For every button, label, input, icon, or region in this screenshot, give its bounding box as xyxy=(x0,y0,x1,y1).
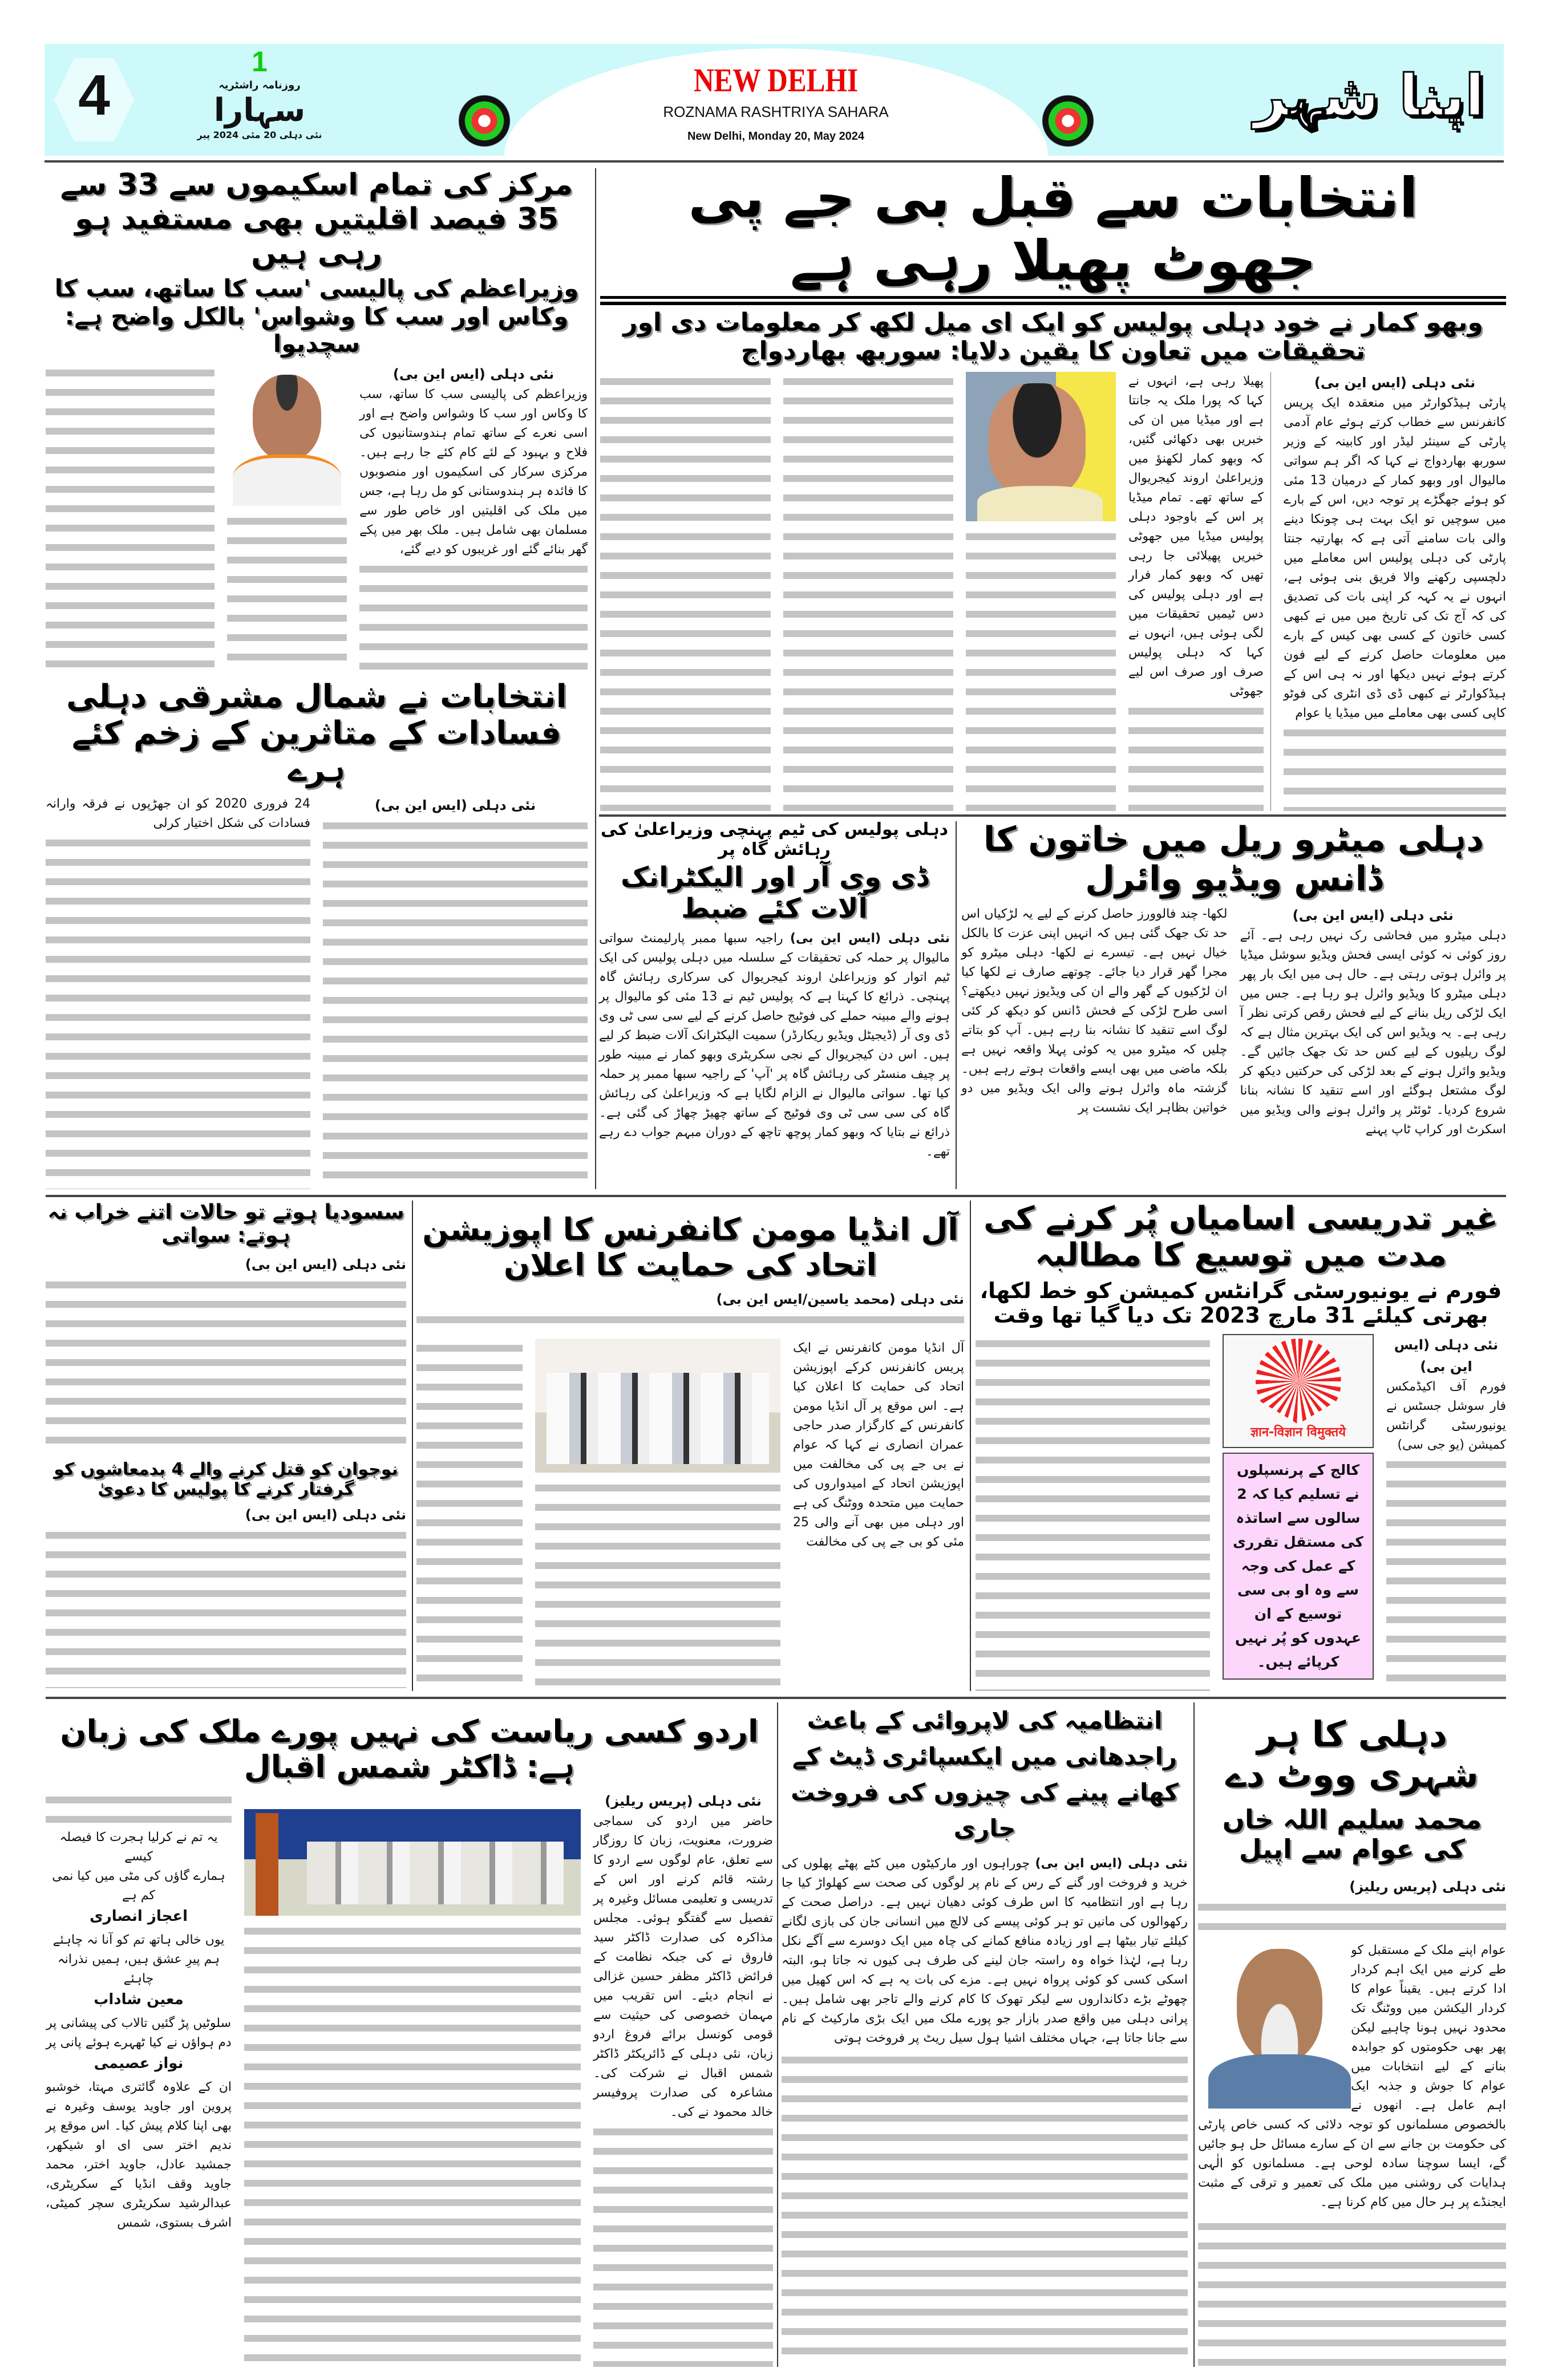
section-title: اپنا شہر xyxy=(1253,62,1485,129)
text-lines xyxy=(46,1526,406,1688)
police-story xyxy=(599,820,950,1191)
metro-headline: دہلی میٹرو ریل میں خاتون کا ڈانس ویڈیو وائرل xyxy=(983,820,1484,899)
section-rule xyxy=(46,1195,1506,1197)
text-lines xyxy=(600,372,771,811)
swati-headline: سسودیا ہوتے تو حالات اتنے خراب نہ ہوتے: سواتی xyxy=(47,1201,404,1248)
text-lines xyxy=(46,1790,232,1824)
column-divider xyxy=(595,168,596,1189)
poem-line: ہم پیرِ عشق ہیں، ہمیں نذرانہ چاہئے xyxy=(57,1952,220,1986)
seminar-photo xyxy=(244,1790,581,1916)
riots-dateline: نئی دہلی (ایس این بی) xyxy=(374,797,536,814)
ugc-logo-motto: ज्ञान-विज्ञान विमुक्तये xyxy=(1250,1425,1346,1440)
poem xyxy=(46,1828,232,1927)
metro-paragraph: لکھا- چند فالوورز حاصل کرنے کے لیے یہ لڑکیاں اس حد تک جھک گئی ہیں کہ انہیں اپنی عزت کا بالکل خیال نہیں ہے۔ تیسرے نے لکھا- دہلی میٹرو کو مجرا گھر قرار دیا جائے۔ چوتھے صارف نے لکھا کیا ان لڑکیوں کے گھر والے ان کی ویڈیوز نہیں دیکھتے؟ اسی طرح لڑکی کے فحش ڈانس کو دیکھ کر کئی لوگ اسے تنقید کا نشانہ بنا رہے ہیں۔ آپ کو بتاتے چلیں کہ میٹرو میں یہ کوئی پہلا واقعہ نہیں ہے بلکہ ماضی میں بھی ایسے واقعات ہوتے رہے ہیں۔ گزشتہ ماہ وائرل ہونے والی ایک ویڈیو میں دو خواتین بظاہر ایک نشست پر xyxy=(961,907,1228,1115)
column-divider xyxy=(777,1702,778,2367)
main-paragraph: پارٹی ہیڈکوارٹر میں منعقدہ ایک پریس کانفرنس سے خطاب کرتے ہوئے عام آدمی پارٹی کے سینئر لیڈر اور کابینہ کے وزیر سوربھ بھاردواج نے کہا کہ اگر ہم سواتی مالیوال اور وبھو کمار کے درمیان 13 مئی کو ہوئے جھگڑے پر توجہ دیں، اس کے بارے میں سوچیں تو ایک بہت ہی چونکا دینے والی بات سامنے آتی ہے کہ بھارتیہ جنتا پارٹی کی دہلی پولیس اس معاملے میں دلچسپی رکھنے والا فریق بنی ہوئی ہے، انہوں نے یہ کہہ کر اپنی بات کی تصدیق کی کہ آج تک کی تاریخ میں میں نے کبھی کسی خاتون کے کسی بھی کیس کے بارے میں معلومات حاصل کرنے کے لیے فون کرتے ہوئے نہیں دیکھا اور نہ ہی اس کے ہیڈکوارٹر نے کبھی ڈی ڈی انٹری کی فوٹو کاپی کسی بھی معاملے میں میڈیا یا عوام xyxy=(1284,395,1506,720)
murder-headline: نوجوان کو قتل کرنے والے 4 بدمعاشوں کو گرفتار کرنے کا پولیس کا دعویٰ xyxy=(54,1459,398,1499)
main-headline: انتخابات سے قبل بی جے پی جھوٹ پھیلا رہی ہے xyxy=(688,166,1418,293)
headline-double-rule xyxy=(600,296,1506,305)
urdu-headline: اردو کسی ریاست کی نہیں پورے ملک کی زبان ہے: ڈاکٹر شمس اقبال xyxy=(60,1713,759,1785)
text-lines xyxy=(782,2050,1188,2367)
main-column-5 xyxy=(600,372,771,811)
text-lines xyxy=(359,559,588,673)
poet-name: اعجاز انصاری xyxy=(89,1908,188,1925)
poem xyxy=(46,2014,232,2074)
main-subheadline: وبھو کمار نے خود دہلی پولیس کو ایک ای میل لکھ کر معلومات دی اور تحقیقات میں تعاون کا یقین دلایا: سوربھ بھاردواج xyxy=(623,307,1483,366)
murder-story xyxy=(46,1460,406,1688)
expiry-story xyxy=(782,1702,1188,2367)
poet-name: معین شاداب xyxy=(94,1991,184,2009)
swati-story xyxy=(46,1201,406,1454)
urdu-dateline: نئی دہلی (پریس ریلیز) xyxy=(605,1793,762,1810)
text-lines xyxy=(46,1275,406,1454)
section-rule xyxy=(46,1697,1506,1699)
momin-paragraph: آل انڈیا مومن کانفرنس نے ایک پریس کانفرنس کرکے اپوزیشن اتحاد کی حمایت کا اعلان کیا ہے۔ اس موقع پر آل انڈیا مومن کانفرنس کے کارگزار صدر حاجی عمران انصاری نے کہا کہ عوام نے بی جے پی کی مخالفت میں اپوزیشن اتحاد کے امیدواروں کی حمایت میں متحدہ ووٹنگ کی ہے اور دہلی میں بھی آنے والی 25 مئی کو بی جے پی کی مخالفت xyxy=(793,1341,964,1550)
salim-subheadline: محمد سلیم اللہ خاں کی عوام سے اپیل xyxy=(1222,1803,1482,1865)
section-rule xyxy=(599,814,1506,817)
sun-emblem-left-icon xyxy=(455,91,514,151)
urdu-paragraph: حاضر میں اردو کی سماجی ضرورت، معنویت، زبان کا روزگار سے تعلق، عام لوگوں سے اردو کا رشتہ قائم کرنے اور اس کے تدریسی و تعلیمی مسائل وغیرہ پر تفصیل سے گفتگو ہوئی۔ مجلس مذاکرہ کی صدارت ڈاکٹر سید فاروق نے کی جبکہ نظامت کے فرائض ڈاکٹر مظفر حسین غزالی نے انجام دیئے۔ اس تقریب میں مہمان خصوصی کی حیثیت سے قومی کونسل برائے فروغ اردو زبان، نئی دہلی کے ڈائریکٹر ڈاکٹر شمس اقبال نے شرکت کی۔ مشاعرہ کی صدارت پروفیسر خالد محمود نے کی۔ xyxy=(593,1814,773,2120)
column-divider xyxy=(970,1201,971,1691)
police-kicker: دہلی پولیس کی ٹیم پہنچی وزیراعلیٰ کی رہائش گاہ پر xyxy=(600,820,949,859)
expiry-paragraph: چوراہوں اور مارکیٹوں میں کٹے پھٹے پھلوں کی خرید و فروخت اور گنے کے رس کے نام پر لوگوں کی صحت سے کھلواڑ کیا جا رہا ہے اور انتظامیہ کا اس طرف کوئی دھیان نہیں ہے۔ دراصل صحت کے رکھوالوں کی مانیں تو ہر کوئی پیسے کی لالچ میں انسانی جان کی بازی لگانے کیلئے تیار بیٹھا ہے اور زیادہ منافع کمانے کی چاہ میں ایک دوسرے سے آگے نکل رہا ہے، لہٰذا خواہ وہ راستہ جان لینے کی طرف ہی کیوں نہ جاتا ہو، البتہ اسکی کسی کو کوئی پرواہ نہیں ہے۔ مزے کی بات یہ ہے کہ اس کھیل میں چھوٹے بڑے دکانداروں سے لیکر تھوک کا کام کرنے والے تاجر بھی شامل ہیں۔ پرانی دہلی میں واقع صدر بازار جو پورے ملک میں ایک بڑی مارکیٹ کے نام سے جانا جاتا ہے، جہاں مختلف اشیا ہول سیل ریٹ پر فروخت ہوتی xyxy=(782,1856,1188,2045)
ugc-callout-box: کالج کے پرنسپلوں نے تسلیم کیا کہ 2 سالوں سے اساتذہ کی مستقل تقرری کے عمل کی وجہ سے وہ او بی سی توسیع کے ان عہدوں کو پُر نہیں کرپائے ہیں۔ xyxy=(1223,1453,1374,1680)
text-lines xyxy=(46,363,215,673)
text-lines xyxy=(1386,1455,1506,1691)
schemes-dateline: نئی دہلی (ایس این بی) xyxy=(392,366,555,383)
main-column-4 xyxy=(783,372,954,811)
poem-line: ہمارے گاؤں کی مٹی میں کیا نمی کم ہے xyxy=(52,1869,225,1903)
text-lines xyxy=(227,512,347,673)
text-lines xyxy=(46,833,310,1189)
salimullah-khan-photo xyxy=(1208,1943,1351,2109)
expiry-dateline: نئی دہلی (ایس این بی) xyxy=(1035,1856,1188,1871)
police-paragraph: راجیہ سبھا ممبر پارلیمنٹ سواتی مالیوال پر حملہ کی تحقیقات کے سلسلہ میں دہلی پولیس کی ایک ٹیم اتوار کو وزیراعلیٰ اروند کیجریوال کی سرکاری رہائش گاہ پہنچی۔ ذرائع کا کہنا ہے کہ پولیس ٹیم نے 13 مئی کو مالیوال پر ہونے والے مبینہ حملے کی فوٹیج حاصل کرنے کے لیے سی سی ٹی وی ڈی وی آر (ڈیجیٹل ویڈیو ریکارڈر) سمیت الیکٹرانک آلات ضبط کر لیے ہیں۔ اس دن کیجریوال کے نجی سکریٹری وبھو کمار نے مبینہ طور پر چیف منسٹر کی رہائش گاہ پر 'آپ' کے راجیہ سبھا ممبر پر حملہ کیا تھا۔ سواتی مالیوال نے الزام لگایا ہے کہ وزیراعلیٰ کی رہائش گاہ کی سی سی ٹی وی فوٹیج کے ساتھ چھیڑ چھاڑ کی گئی ہے۔ ذرائع نے بتایا کہ وبھو کمار پوچھ تاچھ کے دوران مبہم جواب دے رہے تھے۔ xyxy=(599,931,950,1159)
sun-emblem-right-icon xyxy=(1038,91,1098,151)
poetry-column xyxy=(46,1790,232,2367)
text-lines xyxy=(1198,2217,1506,2367)
metro-paragraph: دہلی میٹرو میں فحاشی رک نہیں رہی ہے۔ آئے روز کوئی نہ کوئی ایسی فحش ویڈیو سوشل میڈیا پر وائرل ہوتی رہتی ہے۔ حال ہی میں ایک بار پھر دہلی میٹرو کا ویڈیو وائرل ہو رہا ہے۔ جس میں ایک لڑکی ریل بنانے کے لیے فحش رقص کرتی نظر آ رہی ہے۔ یہ ویڈیو اس کی ایک بہترین مثال ہے کہ لوگ ریلیوں کے لیے کس حد تک جھک جائیں گے۔ ویڈیو وائرل ہونے کے بعد لڑکی کی حرکتیں دیکھ کر لوگ مشتعل ہوگئے اور اسے تنقید کا نشانہ بنانا شروع کردیا۔ ٹوئٹر پر وائرل ہونے والی ویڈیو میں اسکرٹ اور کراپ ٹاپ پہنے xyxy=(1240,929,1506,1137)
text-lines xyxy=(593,2122,773,2367)
text-lines xyxy=(535,1478,780,1691)
text-lines xyxy=(244,1921,581,2367)
urdu-date: نئی دہلی 20 مئی 2024 پیر xyxy=(197,129,322,140)
text-lines xyxy=(323,816,588,1189)
ugc-dateline: نئی دہلی (ایس این بی) xyxy=(1394,1337,1499,1375)
column-divider xyxy=(956,821,957,1189)
sachdeva-photo xyxy=(227,363,347,506)
ugc-paragraph: فورم آف اکیڈمکس فار سوشل جسٹس نے یونیورسٹی گرانٹس کمیشن (یو جی سی) xyxy=(1386,1380,1506,1453)
poem-line: یہ تم نے کرلیا ہجرت کا فیصلہ کیسے xyxy=(59,1830,218,1864)
main-story xyxy=(600,167,1506,811)
momin-meeting-photo xyxy=(535,1339,780,1473)
riots-story xyxy=(46,679,588,1189)
momin-dateline: نئی دہلی (محمد یاسین/ایس این بی) xyxy=(716,1291,964,1308)
poem-line: دم ہواؤں نے کیا ٹھہرے ہوئے پانی پر xyxy=(46,2036,232,2050)
city-title: NEW DELHI xyxy=(693,62,859,99)
urdu-story xyxy=(46,1702,773,2367)
edition-date: New Delhi, Monday 20, May 2024 xyxy=(687,130,865,143)
column-divider xyxy=(1193,1702,1195,2367)
ugc-headline: غیر تدریسی اسامیاں پُر کرنے کی مدت میں توسیع کا مطالبہ xyxy=(984,1200,1498,1274)
momin-headline: آل انڈیا مومن کانفرنس کا اپوزیشن اتحاد کی حمایت کا اعلان xyxy=(422,1211,958,1283)
police-headline: ڈی وی آر اور الیکٹرانک آلات کئے ضبط xyxy=(620,861,929,925)
text-lines xyxy=(416,1339,523,1691)
salim-paragraph: عوام اپنے ملک کے مستقبل کو طے کرنے میں ایک اہم کردار ادا کرتے ہیں۔ یقیناً عوام کا کردار الیکشن میں ووٹنگ تک محدود نہیں ہونا چاہیے لیکن پھر بھی حکومتوں کو جوابدہ بنانے کے لیے انتخابات میں عوام کا جوش و جذبہ ایک اہم عامل ہے۔ انھوں نے بالخصوص مسلمانوں کو توجہ دلائی کہ کسی خاص پارٹی کی حکومت بن جانے سے ان کے سارے مسائل حل ہو جائیں گے، ایسا سوچنا سادہ لوحی ہے۔ مسلمانوں کو الٰہی ہدایات کی روشنی میں ملک کی تعمیر و ترقی کے مثبت ایجنڈے پر ہر حال میں کام کرنا ہے۔ xyxy=(1198,1943,1506,2210)
swati-dateline: نئی دہلی (ایس این بی) xyxy=(245,1256,406,1272)
ugc-wheel-icon xyxy=(1256,1339,1341,1424)
text-lines xyxy=(1128,702,1264,811)
column-divider xyxy=(412,1201,413,1691)
murder-dateline: نئی دہلی (ایس این بی) xyxy=(245,1507,406,1523)
logo-title: سہارا xyxy=(213,92,306,129)
salim-story xyxy=(1198,1702,1506,2367)
main-column-1 xyxy=(1284,372,1506,811)
poem xyxy=(46,1931,232,2010)
schemes-paragraph: وزیراعظم کی پالیسی سب کا ساتھ، سب کا وکاس اور سب کا وشواس واضح ہے اور اسی نعرے کے ساتھ تمام ہندوستانیوں کی فلاح و بہبود کے لئے کام کئے جا رہے ہیں۔ مرکزی سرکار کی اسکیموں اور منصوبوں کا فائدہ ہر ہندوستانی کو مل رہا ہے، جس میں ملک کی اقلیتیں اور خاص طور سے مسلمان بھی شامل ہیں۔ ملک بھر میں پکے گھر بنائے گئے اور غریبوں کو دیے گئے، xyxy=(359,387,588,557)
text-lines xyxy=(1284,723,1506,811)
urdu-closing: ان کے علاوہ گائتری مہتا، خوشبو پروین اور جاوید یوسف وغیرہ نے بھی اپنا کلام پیش کیا۔ اس موقع پر ندیم اختر سی ای او شیکھر، جمشید عادل، جاوید اختر، محمد جاوید وقف انڈیا کے سکریٹری، عبدالرشید سکریٹری سچر کمیٹی، اشرف بستوی، شمس xyxy=(46,2080,232,2231)
metro-story xyxy=(961,820,1506,1191)
ugc-logo xyxy=(1223,1334,1374,1448)
metro-dateline: نئی دہلی (ایس این بی) xyxy=(1292,907,1454,923)
schemes-story xyxy=(46,168,588,673)
text-lines xyxy=(1198,1897,1506,1936)
main-dateline: نئی دہلی (ایس این بی) xyxy=(1314,374,1476,391)
main-paragraph: پھیلا رہی ہے، انہوں نے کہا کہ پورا ملک یہ جانتا ہے اور میڈیا میں ان کی خبریں بھی دکھائی گئیں، کہ وبھو کمار لکھنؤ میں وزیراعلیٰ اروند کیجریوال کے ساتھ تھے۔ تمام میڈیا پر اس کے باوجود دہلی پولیس میڈیا میں جھوٹی خبریں پھیلائی جا رہی تھیں کہ وبھو کمار فرار ہے اور دہلی پولیس کی دس ٹیمیں تحقیقات میں لگی ہوئی ہیں، انہوں نے کہا کہ دہلی پولیس صرف اور صرف اس لیے جھوٹی xyxy=(1128,374,1264,699)
ugc-subheadline: فورم نے یونیورسٹی گرانٹس کمیشن کو خط لکھا، بھرتی کیلئے 31 مارچ 2023 تک دیا گیا تھا وقت xyxy=(980,1278,1502,1328)
riots-paragraph: 24 فروری 2020 کو ان جھڑپوں نے فرقہ وارانہ فسادات کی شکل اختیار کرلی xyxy=(46,797,310,831)
schemes-headline: مرکز کی تمام اسکیموں سے 33 سے 35 فیصد اقلیتیں بھی مستفید ہو رہی ہیں xyxy=(60,168,573,270)
ugc-story xyxy=(976,1201,1506,1691)
main-column-2 xyxy=(1128,372,1271,811)
poem-line: سلوٹیں پڑ گئیں تالاب کی پیشانی پر xyxy=(46,2016,232,2031)
header-rule xyxy=(44,160,1504,163)
main-column-3 xyxy=(966,372,1116,811)
expiry-headline: انتظامیہ کی لاپروائی کے باعث راجدھانی میں ایکسپائری ڈیٹ کے کھانے پینے کی چیزوں کی فروخت جاری xyxy=(791,1706,1179,1842)
poet-name: نواز عصیمی xyxy=(94,2055,184,2073)
text-lines xyxy=(416,1310,964,1333)
salim-headline: دہلی کا ہر شہری ووٹ دے xyxy=(1225,1713,1479,1796)
police-dateline: نئی دہلی (ایس این بی) xyxy=(790,931,950,946)
poem-line: یوں خالی ہاتھ تم کو آنا نہ چاہئے xyxy=(52,1933,225,1948)
logo-small-text: روزنامہ راشٹریہ xyxy=(218,79,301,91)
text-lines xyxy=(966,527,1116,811)
logo-number: 1 xyxy=(252,46,268,78)
masthead-logo xyxy=(153,44,366,153)
riots-headline: انتخابات نے شمال مشرقی دہلی فسادات کے متاثرین کے زخم کئے ہرے xyxy=(66,678,567,789)
page-number: 4 xyxy=(78,63,110,127)
text-lines xyxy=(976,1334,1210,1691)
text-lines xyxy=(783,372,954,811)
schemes-subheadline: وزیراعظم کی پالیسی 'سب کا ساتھ، سب کا وکاس اور سب کا وشواس' بالکل واضح ہے: سچدیوا xyxy=(54,274,579,358)
momin-story xyxy=(416,1201,964,1691)
paper-name: ROZNAMA RASHTRIYA SAHARA xyxy=(663,103,889,120)
salim-dateline: نئی دہلی (پریس ریلیز) xyxy=(1349,1879,1506,1895)
saurabh-bharadwaj-photo xyxy=(966,372,1116,521)
